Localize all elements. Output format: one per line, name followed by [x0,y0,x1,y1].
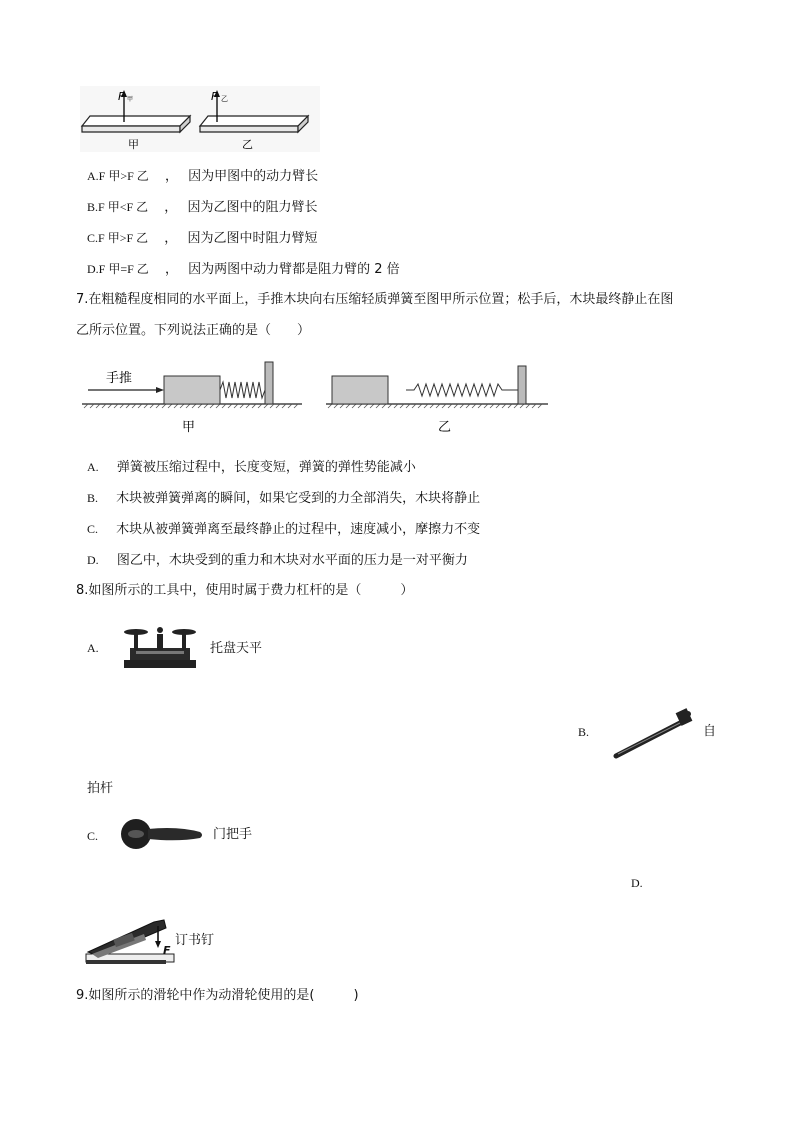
option-text: 因为乙图中的阻力臂长 [187,200,318,215]
option-text: 弹簧被压缩过程中，长度变短，弹簧的弹性势能减小 [116,460,416,475]
spring-compressed [220,382,265,398]
force-right-label: F [211,90,218,103]
q8-option-d-label: 订书钉 [175,933,215,948]
q8-option-a-letter: A. [87,641,99,655]
wall [265,362,273,404]
q8-option-b-label-part2: 拍杆 [87,781,114,796]
wooden-block [164,376,220,404]
door-handle-icon [118,816,206,852]
q6-option-b [87,199,317,216]
option-letter: A. [87,169,99,183]
option-separator: ， [164,231,178,246]
balance-scale-icon [120,622,200,672]
option-expression: F 甲<F 乙 [98,200,149,214]
force-left-label: F [118,90,125,103]
figure-label-left: 甲 [128,138,139,151]
figure-label-left: 甲 [182,420,196,435]
ground-hatching [84,404,298,408]
q8-option-a-label: 托盘天平 [210,641,263,656]
option-expression: F 甲>F 乙 [98,231,149,245]
q6-option-d [87,261,400,278]
figure-label-right: 乙 [242,138,253,151]
q8-stem: 8.如图所示的工具中，使用时属于费力杠杆的是（ ） [76,583,414,598]
spring-relaxed [406,384,518,396]
option-text: 木块从被弹簧弹离至最终静止的过程中，速度减小，摩擦力不变 [116,522,481,537]
q7-option-a [87,459,416,476]
q6-option-a [87,168,318,185]
q9-stem: 9.如图所示的滑轮中作为动滑轮使用的是( ) [76,988,359,1003]
selfie-stick-icon [608,704,700,760]
option-letter: A. [87,460,99,474]
board-right [200,116,308,132]
q7-option-b [87,490,480,507]
option-letter: D. [87,553,99,567]
wall [518,366,526,404]
option-separator: ， [164,200,178,215]
board-left [82,116,190,132]
q8-option-c-letter: C. [87,829,99,843]
stapler-icon [84,908,180,970]
option-separator: ， [164,169,178,184]
q8-option-d-letter: D. [631,876,643,890]
push-arrow-head [156,387,164,393]
q7-figure [80,360,555,438]
option-letter: C. [87,231,99,245]
figure-label-right: 乙 [438,420,452,435]
q8-option-c-label: 门把手 [213,827,253,842]
q8-option-b-label-part1: 自 [703,724,717,739]
option-letter: D. [87,262,99,276]
q7-option-d [87,552,468,569]
option-text: 因为两图中动力臂都是阻力臂的 2 倍 [188,262,400,277]
option-text: 因为甲图中的动力臂长 [188,169,319,184]
ground-hatching [328,404,542,408]
q7-stem-line1: 7.在粗糙程度相同的水平面上，手推木块向右压缩轻质弹簧至图甲所示位置；松手后，木块最终静止在图 [76,292,674,307]
option-text: 因为乙图中时阻力臂短 [187,231,318,246]
q7-stem-line2: 乙所示位置。下列说法正确的是（ ） [76,323,311,338]
figure-left [82,362,302,435]
option-letter: B. [87,491,99,505]
q8-option-b-letter: B. [578,725,590,739]
option-text: 木块被弹簧弹离的瞬间，如果它受到的力全部消失，木块将静止 [116,491,481,506]
option-separator: ， [164,262,178,277]
stapler-force-label: F [163,944,171,957]
wooden-block [332,376,388,404]
q7-option-c [87,521,480,538]
force-left-sub: 甲 [127,96,134,103]
figure-right [326,366,548,435]
q6-option-c [87,230,317,247]
q6-figure [80,86,320,152]
option-letter: C. [87,522,99,536]
option-letter: B. [87,200,99,214]
force-right-sub: 乙 [221,95,228,103]
option-text: 图乙中，木块受到的重力和木块对水平面的压力是一对平衡力 [116,553,468,568]
push-label: 手推 [106,371,133,386]
option-expression: F 甲>F 乙 [98,169,149,183]
option-expression: F 甲=F 乙 [98,262,149,276]
